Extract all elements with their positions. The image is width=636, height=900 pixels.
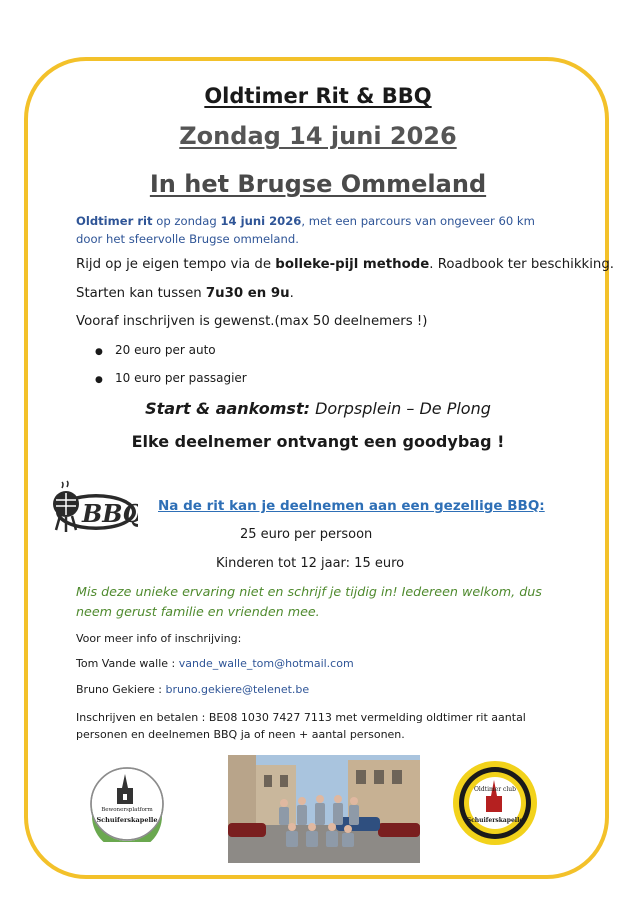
start-label: Start & aankomst: bbox=[145, 399, 310, 418]
bullet-label: 20 euro per auto bbox=[115, 343, 216, 357]
title-location: In het Brugse Ommeland bbox=[149, 170, 487, 198]
group-photo bbox=[228, 755, 420, 863]
tempo-text bbox=[76, 257, 614, 272]
intro-text-2: op zondag bbox=[152, 214, 221, 228]
bbq-heading: Na de rit kan je deelnemen aan een gezellige BBQ: bbox=[158, 498, 545, 514]
intro-strong-2: 14 juni 2026 bbox=[220, 214, 302, 228]
intro-text bbox=[76, 212, 546, 248]
intro-text-3: , met een parcours van ongeveer 60 km door het sfeervolle Brugse ommeland. bbox=[76, 214, 535, 246]
contact-email-link[interactable]: bruno.gekiere@telenet.be bbox=[165, 683, 310, 696]
contact-1 bbox=[76, 657, 354, 670]
oldtimer-club-logo bbox=[452, 760, 538, 846]
bullet-label: 10 euro per passagier bbox=[115, 371, 247, 385]
vooraf-text: Vooraf inschrijven is gewenst.(max 50 deelnemers !) bbox=[76, 314, 428, 329]
logo-left-line2: Schuiferskapelle bbox=[96, 816, 158, 824]
contact-email-link[interactable]: vande_walle_tom@hotmail.com bbox=[178, 657, 354, 670]
starten-post: . bbox=[289, 286, 294, 301]
goodybag-line: Elke deelnemer ontvangt een goodybag ! bbox=[131, 432, 505, 451]
bullet-icon: ● bbox=[95, 347, 103, 357]
start-line bbox=[0, 399, 636, 418]
invitation-text: Mis deze unieke ervaring niet en schrijf je tijdig in! Iedereen welkom, dus neem gerust familie en vrienden mee. bbox=[76, 584, 542, 619]
start-location: Dorpsplein – De Plong bbox=[309, 399, 491, 418]
bbq-logo-text: BBQ bbox=[82, 499, 138, 528]
bewonersplatform-logo bbox=[89, 766, 165, 842]
bbq-price-adult: 25 euro per persoon bbox=[240, 527, 373, 542]
contact-2 bbox=[76, 683, 309, 696]
tempo-post: . Roadbook ter beschikking. bbox=[429, 257, 615, 272]
starten-bold: 7u30 en 9u bbox=[205, 286, 290, 301]
bullet-icon: ● bbox=[95, 375, 103, 385]
intro-strong-1: Oldtimer rit bbox=[76, 214, 153, 228]
contact-name: Bruno Gekiere : bbox=[76, 683, 166, 696]
contact-name: Tom Vande walle : bbox=[76, 657, 179, 670]
tempo-pre: Rijd op je eigen tempo via de bbox=[76, 257, 276, 272]
payment-text: Inschrijven en betalen : BE08 1030 7427 7113 met vermelding oldtimer rit aantal personen en deelnemen BBQ ja of neen + aantal personen. bbox=[76, 711, 526, 741]
logo-left-line1: Bewonersplatform bbox=[101, 807, 153, 813]
bbq-price-child: Kinderen tot 12 jaar: 15 euro bbox=[216, 556, 405, 571]
starten-text bbox=[76, 286, 294, 301]
bullet-item bbox=[95, 371, 247, 385]
info-heading: Voor meer info of inschrijving: bbox=[76, 632, 242, 645]
tempo-bold: bolleke-pijl methode bbox=[275, 257, 430, 272]
bullet-item bbox=[95, 343, 216, 357]
logo-right-line2: Schuiferskapelle bbox=[466, 817, 524, 824]
title-line-1: Oldtimer Rit & BBQ bbox=[204, 84, 432, 108]
title-date: Zondag 14 juni 2026 bbox=[179, 122, 457, 150]
logo-right-line1: Oldtimer club bbox=[473, 786, 517, 793]
bbq-logo bbox=[46, 480, 138, 538]
starten-pre: Starten kan tussen bbox=[76, 286, 206, 301]
